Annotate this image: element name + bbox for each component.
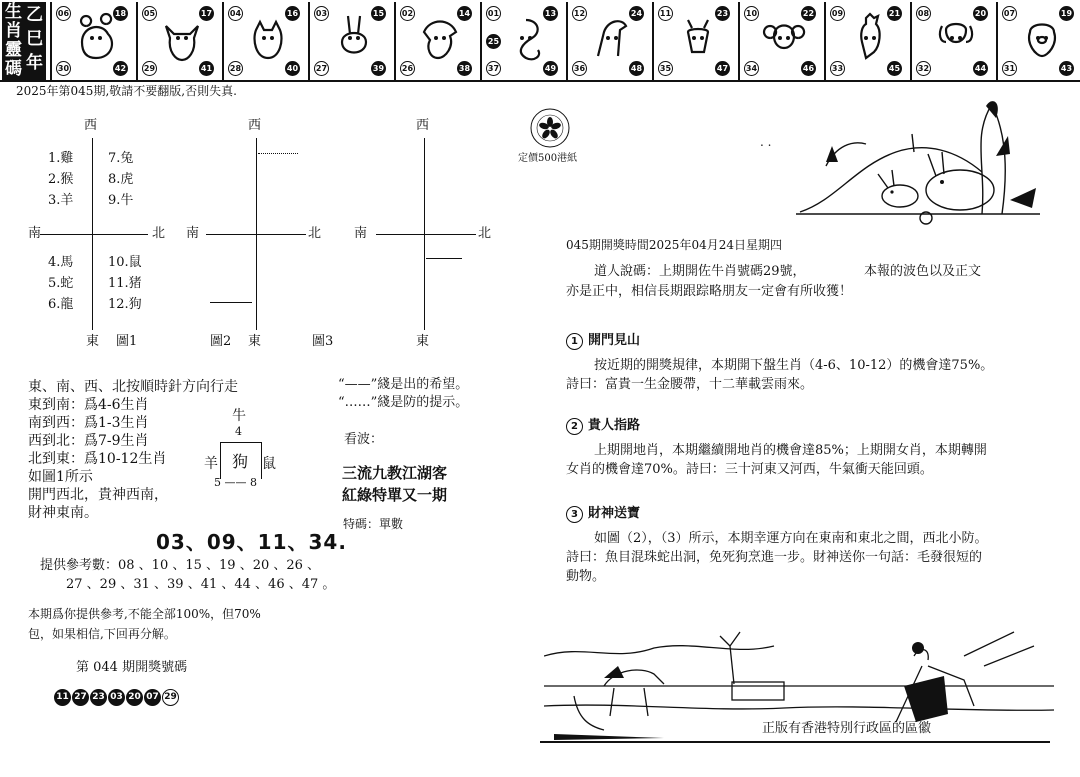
- zodiac-cell-goat: [652, 2, 734, 80]
- zodiac-item: 8.虎: [108, 172, 134, 187]
- north-label: 北: [308, 226, 322, 241]
- direction-line: 北到東：爲10-12生肖: [28, 451, 167, 467]
- zodiac-list: [108, 252, 142, 315]
- number-ball: 18: [113, 6, 128, 21]
- reference-line: 提供參考數：08 、10 、15 、19 、20 、26 、: [40, 558, 321, 573]
- section-2: [566, 414, 994, 479]
- look-poem: [342, 462, 447, 506]
- number-ball: 49: [543, 61, 558, 76]
- side-title-char: 碼: [5, 59, 22, 79]
- number-ball: 39: [371, 61, 386, 76]
- side-title-char: 肖: [5, 21, 22, 41]
- number-ball: 09: [830, 6, 845, 21]
- number-ball: 25: [486, 34, 501, 49]
- draw-ball: 23: [90, 689, 107, 706]
- side-title-char: 靈: [5, 40, 22, 60]
- zodiac-item: 7.兔: [108, 151, 134, 166]
- mini-top-label: 牛: [232, 408, 246, 424]
- main-numbers: 03、09、11、34.: [156, 530, 347, 554]
- number-ball: 36: [572, 61, 587, 76]
- number-ball: 46: [801, 61, 816, 76]
- number-ball: 37: [486, 61, 501, 76]
- south-label: 南: [28, 226, 42, 241]
- ox-icon: [158, 10, 206, 66]
- section-title: 開門見山: [588, 333, 641, 348]
- number-ball: 22: [801, 6, 816, 21]
- emblem-dots: . .: [760, 135, 772, 149]
- number-ball: 03: [314, 6, 329, 21]
- draw-ball: 03: [108, 689, 125, 706]
- special-code: 特碼：單數: [343, 517, 404, 531]
- mini-left-label: 羊: [204, 456, 218, 472]
- section-number: 2: [566, 418, 583, 435]
- legend-dotted: “……”綫是防的提示。: [338, 395, 469, 410]
- rat-icon: [72, 10, 120, 66]
- number-ball: 21: [887, 6, 902, 21]
- number-ball: 38: [457, 61, 472, 76]
- number-ball: 45: [887, 61, 902, 76]
- number-ball: 16: [285, 6, 300, 21]
- number-ball: 07: [1002, 6, 1017, 21]
- diagram-caption: 圖2: [210, 334, 232, 349]
- zodiac-cell-dragon: [394, 2, 476, 80]
- number-ball: 19: [1059, 6, 1074, 21]
- east-label: 東: [416, 334, 430, 349]
- diagram-caption: 圖1: [116, 334, 138, 349]
- number-ball: 41: [199, 61, 214, 76]
- mini-center-label: 狗: [232, 452, 249, 471]
- number-ball: 14: [457, 6, 472, 21]
- zodiac-item: 12.狗: [108, 297, 142, 312]
- zodiac-list: [48, 252, 73, 315]
- section-3: [566, 502, 994, 586]
- zodiac-header: [0, 0, 1080, 84]
- monkey-icon: [760, 10, 808, 66]
- section-number: 3: [566, 506, 583, 523]
- direction-line: 東、南、西、北按順時針方向行走: [28, 379, 238, 395]
- number-ball: 02: [400, 6, 415, 21]
- east-label: 東: [86, 334, 100, 349]
- number-ball: 23: [715, 6, 730, 21]
- draw-time: 045期開獎時間2025年04月24日星期四: [566, 238, 782, 252]
- number-ball: 26: [400, 61, 415, 76]
- direction-line: 如圖1所示: [28, 469, 93, 485]
- look-label: 看波：: [344, 432, 384, 447]
- direction-line: 南到西：爲1-3生肖: [28, 415, 149, 431]
- number-ball: 44: [973, 61, 988, 76]
- zodiac-cell-ox: [136, 2, 218, 80]
- price-label: 定價500港紙: [518, 153, 578, 164]
- rooster-icon: [846, 10, 894, 66]
- horizontal-axis: [206, 234, 306, 235]
- number-ball: 31: [1002, 61, 1017, 76]
- section-title: 財神送寶: [588, 506, 641, 521]
- issue-notice: 2025年第045期,敬請不要翻版,否則失真.: [16, 84, 237, 98]
- number-ball: 29: [142, 61, 157, 76]
- mini-bottom-label: 5 —— 8: [214, 476, 257, 489]
- snake-icon: [502, 10, 550, 66]
- side-title-char: 乙: [26, 5, 43, 25]
- side-title-char: 生: [5, 2, 22, 22]
- direction-line: 財神東南。: [28, 505, 98, 521]
- rabbit-icon: [330, 10, 378, 66]
- mini-right-label: 鼠: [262, 456, 276, 472]
- diagram-2: [184, 118, 334, 358]
- number-ball: 40: [285, 61, 300, 76]
- zodiac-list: [48, 148, 73, 211]
- number-ball: 01: [486, 6, 501, 21]
- west-label: 西: [416, 118, 430, 133]
- number-ball: 48: [629, 61, 644, 76]
- direction-line: 東到南：爲4-6生肖: [28, 397, 149, 413]
- number-ball: 27: [314, 61, 329, 76]
- section-body: 上期開地肖，本期繼續開地肖的機會達85%；上期開女肖，本期轉開女肖的機會達70%。詩曰：三十河東又河西，牛氣衝天能回頭。: [566, 443, 987, 477]
- zodiac-item: 1.雞: [48, 151, 74, 166]
- direction-line: 開門西北，貴神西南，: [28, 487, 168, 503]
- north-label: 北: [152, 226, 166, 241]
- disclaimer: [28, 604, 261, 644]
- draw-ball: 27: [72, 689, 89, 706]
- dotted-hint-line: [258, 153, 298, 154]
- pig-icon: [1018, 10, 1066, 66]
- draw-ball: 20: [126, 689, 143, 706]
- zodiac-item: 2.猴: [48, 172, 74, 187]
- tiger-icon: [244, 10, 292, 66]
- number-ball: 13: [543, 6, 558, 21]
- diagram-caption: 圖3: [312, 334, 334, 349]
- header-side-title: [2, 2, 46, 80]
- header-divider: [0, 80, 1080, 82]
- number-ball: 33: [830, 61, 845, 76]
- dog-icon: [932, 10, 980, 66]
- direction-line: 西到北：爲7-9生肖: [28, 433, 149, 449]
- poem-line: 三流九教江湖客: [342, 464, 448, 482]
- south-label: 南: [186, 226, 200, 241]
- zodiac-item: 3.羊: [48, 193, 74, 208]
- number-ball: 28: [228, 61, 243, 76]
- zodiac-cell-pig: [996, 2, 1078, 80]
- number-ball: 08: [916, 6, 931, 21]
- intro-paragraph: 道人說碼：上期開佐牛肖號碼29號， 本報的波色以及正文亦是正中，相信長期跟踪略朋友一定會有所收獲！: [566, 264, 982, 299]
- section-number: 1: [566, 333, 583, 350]
- goat-icon: [674, 10, 722, 66]
- zodiac-cell-monkey: [738, 2, 820, 80]
- number-ball: 35: [658, 61, 673, 76]
- diagram-3: [312, 118, 500, 358]
- number-ball: 34: [744, 61, 759, 76]
- special-draw-ball: 29: [162, 689, 179, 706]
- region-emblem-icon: [524, 106, 576, 150]
- poem-line: 紅綠特單又一期: [342, 486, 448, 504]
- disclaimer-line: 本期爲你提供參考,不能全部100%，但70%: [28, 607, 261, 621]
- number-ball: 15: [371, 6, 386, 21]
- footer-note: 正版有香港特別行政區的區徽: [762, 721, 932, 736]
- reference-line: 27 、29 、31 、39 、41 、44 、46 、47 。: [66, 577, 336, 592]
- zodiac-cell-snake: [480, 2, 562, 80]
- east-label: 東: [248, 334, 262, 349]
- number-ball: 10: [744, 6, 759, 21]
- zodiac-cell-dog: [910, 2, 992, 80]
- zodiac-list: [108, 148, 133, 211]
- reference-numbers: [40, 556, 335, 594]
- number-ball: 20: [973, 6, 988, 21]
- mini-zodiac-diagram: [202, 408, 292, 488]
- west-label: 西: [248, 118, 262, 133]
- number-ball: 05: [142, 6, 157, 21]
- zodiac-item: 6.龍: [48, 297, 74, 312]
- number-ball: 47: [715, 61, 730, 76]
- draw-ball: 11: [54, 689, 71, 706]
- north-label: 北: [478, 226, 492, 241]
- section-1: [566, 329, 994, 394]
- horizontal-axis: [40, 234, 148, 235]
- solid-hope-line: [426, 258, 462, 259]
- disclaimer-line: 包，如果相信,下回再分解。: [28, 627, 176, 641]
- side-title-char: 年: [26, 53, 43, 73]
- section-body: 如圖（2），（3）所示，本期幸運方向在東南和東北之間，西北小防。詩曰：魚目混珠蛇出洞，免死狗烹進一步。財神送你一句話：毛發很短的動物。: [566, 531, 988, 584]
- number-ball: 43: [1059, 61, 1074, 76]
- number-ball: 04: [228, 6, 243, 21]
- number-ball: 12: [572, 6, 587, 21]
- number-ball: 32: [916, 61, 931, 76]
- section-body: 按近期的開獎規律，本期開下盤生肖（4-6、10-12）的機會達75%。詩曰：富貴一生金腰帶，十二華載雲雨來。: [566, 358, 994, 392]
- number-ball: 17: [199, 6, 214, 21]
- zodiac-cell-horse: [566, 2, 648, 80]
- diagram-1: [20, 118, 180, 358]
- west-label: 西: [84, 118, 98, 133]
- rabbits-illustration: [796, 96, 1040, 228]
- solid-hope-line: [210, 302, 252, 303]
- zodiac-item: 10.鼠: [108, 255, 142, 270]
- dragon-icon: [416, 10, 464, 66]
- horse-icon: [588, 10, 636, 66]
- number-ball: 30: [56, 61, 71, 76]
- side-title-char: 巳: [26, 29, 43, 49]
- zodiac-item: 9.牛: [108, 193, 134, 208]
- section-title: 貴人指路: [588, 418, 641, 433]
- zodiac-item: 5.蛇: [48, 276, 74, 291]
- number-ball: 42: [113, 61, 128, 76]
- prev-draw-balls: [54, 684, 180, 706]
- draw-ball: 07: [144, 689, 161, 706]
- line-legend: [338, 376, 468, 412]
- footer-rule: [540, 741, 1050, 743]
- prev-draw-label: 第 044 期開獎號碼: [76, 660, 188, 675]
- number-ball: 11: [658, 6, 673, 21]
- horizontal-axis: [376, 234, 476, 235]
- mini-top-number: 4: [235, 425, 242, 438]
- zodiac-cell-rat: [50, 2, 132, 80]
- zodiac-cell-rabbit: [308, 2, 390, 80]
- legend-solid: “——”綫是出的希望。: [338, 377, 469, 392]
- zodiac-item: 4.馬: [48, 255, 74, 270]
- zodiac-item: 11.猪: [108, 276, 142, 291]
- number-ball: 24: [629, 6, 644, 21]
- zodiac-cell-tiger: [222, 2, 304, 80]
- number-ball: 06: [56, 6, 71, 21]
- zodiac-cell-rooster: [824, 2, 906, 80]
- south-label: 南: [354, 226, 368, 241]
